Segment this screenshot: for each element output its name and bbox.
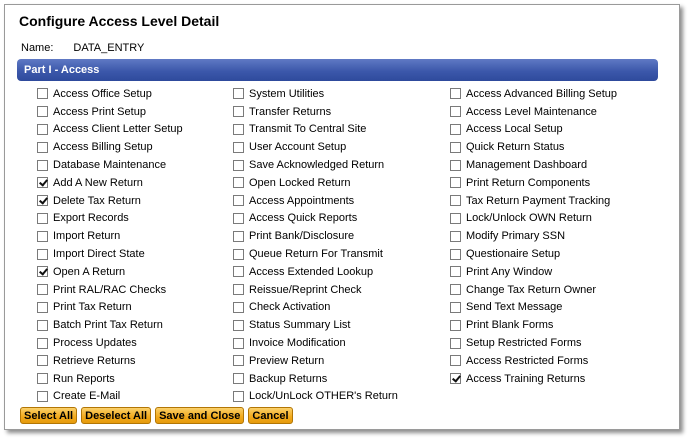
permission-label: Reissue/Reprint Check (249, 283, 362, 296)
permission-item[interactable] (233, 156, 398, 174)
checkbox-unchecked[interactable] (233, 177, 244, 188)
permission-item[interactable] (37, 299, 183, 317)
permission-label: Open A Return (53, 265, 126, 278)
checkbox-unchecked[interactable] (450, 213, 461, 224)
permission-item[interactable] (233, 334, 398, 352)
permission-item[interactable] (233, 210, 398, 228)
permission-label: Access Client Letter Setup (53, 123, 183, 136)
permission-label: Print Blank Forms (466, 319, 554, 332)
permission-item[interactable] (233, 316, 398, 334)
permission-column-3 (450, 85, 617, 388)
permission-label: Process Updates (53, 337, 137, 350)
permission-item[interactable] (37, 352, 183, 370)
permission-item[interactable] (233, 245, 398, 263)
permission-label: Check Activation (249, 301, 331, 314)
checkbox-unchecked[interactable] (450, 338, 461, 349)
permission-label: Save Acknowledged Return (249, 159, 385, 172)
permission-label: Quick Return Status (466, 141, 565, 154)
checkbox-unchecked[interactable] (450, 284, 461, 295)
checkbox-unchecked[interactable] (450, 142, 461, 153)
checkbox-unchecked[interactable] (37, 213, 48, 224)
permission-item[interactable] (450, 156, 617, 174)
permission-item[interactable] (37, 138, 183, 156)
checkbox-unchecked[interactable] (233, 338, 244, 349)
checkbox-unchecked[interactable] (37, 373, 48, 384)
permission-item[interactable] (450, 352, 617, 370)
permission-label: Queue Return For Transmit (249, 248, 383, 261)
permission-item[interactable] (233, 263, 398, 281)
checkbox-unchecked[interactable] (37, 338, 48, 349)
permission-label: Import Direct State (53, 248, 145, 261)
permission-item[interactable] (37, 370, 183, 388)
permission-item[interactable] (233, 352, 398, 370)
permission-item[interactable] (233, 85, 398, 103)
permission-item[interactable] (450, 245, 617, 263)
permission-label: Access Appointments (249, 194, 355, 207)
checkbox-unchecked[interactable] (233, 142, 244, 153)
permission-item[interactable] (450, 192, 617, 210)
save-and-close-button[interactable]: Save and Close (155, 407, 244, 424)
permission-label: Database Maintenance (53, 159, 167, 172)
checkbox-unchecked[interactable] (37, 106, 48, 117)
permission-label: Access Level Maintenance (466, 105, 597, 118)
checkbox-unchecked[interactable] (233, 249, 244, 260)
checkbox-unchecked[interactable] (233, 88, 244, 99)
permission-label: Lock/UnLock OTHER's Return (249, 390, 398, 403)
checkbox-unchecked[interactable] (450, 266, 461, 277)
permission-item[interactable] (450, 103, 617, 121)
permission-label: Access Extended Lookup (249, 265, 374, 278)
permission-label: Backup Returns (249, 372, 328, 385)
permission-label: Access Office Setup (53, 87, 152, 100)
checkbox-unchecked[interactable] (233, 213, 244, 224)
permission-item[interactable] (37, 316, 183, 334)
permission-label: Access Local Setup (466, 123, 563, 136)
checkbox-unchecked[interactable] (37, 284, 48, 295)
permission-label: Print Bank/Disclosure (249, 230, 355, 243)
permission-item[interactable] (233, 299, 398, 317)
permission-label: Invoice Modification (249, 337, 346, 350)
checkbox-unchecked[interactable] (233, 231, 244, 242)
permission-label: Access Restricted Forms (466, 354, 589, 367)
permission-label: Setup Restricted Forms (466, 337, 582, 350)
permission-label: Run Reports (53, 372, 115, 385)
checkbox-unchecked[interactable] (450, 88, 461, 99)
permission-label: Access Advanced Billing Setup (466, 87, 618, 100)
permission-item[interactable] (233, 388, 398, 406)
checkbox-unchecked[interactable] (233, 391, 244, 402)
permission-label: Delete Tax Return (53, 194, 141, 207)
checkbox-unchecked[interactable] (233, 284, 244, 295)
permission-item[interactable] (37, 103, 183, 121)
permission-item[interactable] (233, 192, 398, 210)
checkbox-unchecked[interactable] (233, 106, 244, 117)
permission-label: Print RAL/RAC Checks (53, 283, 167, 296)
permission-item[interactable] (233, 174, 398, 192)
section-header: Part I - Access (17, 59, 658, 81)
permission-column-2 (233, 85, 398, 405)
checkbox-unchecked[interactable] (233, 195, 244, 206)
checkbox-unchecked[interactable] (37, 320, 48, 331)
permission-item[interactable] (37, 227, 183, 245)
permission-item[interactable] (450, 85, 617, 103)
checkbox-unchecked[interactable] (233, 320, 244, 331)
permission-label: Create E-Mail (53, 390, 121, 403)
permission-item[interactable] (37, 281, 183, 299)
permission-item[interactable] (233, 121, 398, 139)
checkbox-unchecked[interactable] (37, 355, 48, 366)
permission-item[interactable] (450, 316, 617, 334)
button-bar (20, 407, 293, 424)
checkbox-unchecked[interactable] (450, 320, 461, 331)
permission-label: Tax Return Payment Tracking (466, 194, 611, 207)
permission-label: Access Training Returns (466, 372, 586, 385)
checkbox-unchecked[interactable] (233, 355, 244, 366)
permission-item[interactable] (37, 388, 183, 406)
permission-item[interactable] (37, 263, 183, 281)
permission-item[interactable] (450, 138, 617, 156)
checkbox-checked[interactable] (37, 195, 48, 206)
checkbox-unchecked[interactable] (233, 302, 244, 313)
permission-item[interactable] (233, 370, 398, 388)
permission-item[interactable] (37, 192, 183, 210)
checkbox-unchecked[interactable] (233, 373, 244, 384)
permission-item[interactable] (233, 227, 398, 245)
permission-label: Print Tax Return (53, 301, 132, 314)
permission-item[interactable] (37, 156, 183, 174)
checkbox-checked[interactable] (37, 177, 48, 188)
permission-item[interactable] (233, 103, 398, 121)
permission-item[interactable] (450, 263, 617, 281)
permission-label: Batch Print Tax Return (53, 319, 163, 332)
permission-label: Send Text Message (466, 301, 563, 314)
checkbox-unchecked[interactable] (37, 302, 48, 313)
permission-column-1 (37, 85, 183, 405)
permission-item[interactable] (450, 299, 617, 317)
checkbox-unchecked[interactable] (450, 195, 461, 206)
checkbox-unchecked[interactable] (37, 124, 48, 135)
access-level-dialog (4, 4, 680, 430)
permission-label: Change Tax Return Owner (466, 283, 597, 296)
permission-item[interactable] (450, 281, 617, 299)
checkbox-unchecked[interactable] (37, 88, 48, 99)
permission-label: Open Locked Return (249, 176, 351, 189)
checkbox-unchecked[interactable] (450, 355, 461, 366)
permission-item[interactable] (450, 370, 617, 388)
checkbox-unchecked[interactable] (450, 302, 461, 313)
checkbox-unchecked[interactable] (233, 160, 244, 171)
checkbox-checked[interactable] (450, 373, 461, 384)
checkbox-unchecked[interactable] (450, 124, 461, 135)
permission-label: Transmit To Central Site (249, 123, 367, 136)
permission-item[interactable] (37, 245, 183, 263)
permission-label: Import Return (53, 230, 121, 243)
permission-label: Add A New Return (53, 176, 143, 189)
checkbox-unchecked[interactable] (450, 177, 461, 188)
permission-item[interactable] (450, 174, 617, 192)
checkbox-unchecked[interactable] (450, 106, 461, 117)
checkbox-unchecked[interactable] (233, 266, 244, 277)
permission-item[interactable] (37, 174, 183, 192)
name-value: DATA_ENTRY (73, 42, 145, 54)
page-title: Configure Access Level Detail (19, 13, 220, 29)
permission-label: Print Return Components (466, 176, 591, 189)
permission-label: Questionaire Setup (466, 248, 561, 261)
permission-item[interactable] (450, 334, 617, 352)
checkbox-unchecked[interactable] (37, 249, 48, 260)
name-row (21, 42, 144, 54)
permission-label: Management Dashboard (466, 159, 588, 172)
permission-item[interactable] (450, 227, 617, 245)
permission-item[interactable] (450, 210, 617, 228)
permission-item[interactable] (37, 121, 183, 139)
permission-item[interactable] (37, 334, 183, 352)
permission-label: User Account Setup (249, 141, 347, 154)
permission-item[interactable] (37, 210, 183, 228)
permission-label: Lock/Unlock OWN Return (466, 212, 592, 225)
cancel-button[interactable]: Cancel (248, 407, 292, 424)
checkbox-checked[interactable] (37, 266, 48, 277)
checkbox-unchecked[interactable] (450, 231, 461, 242)
permission-item[interactable] (450, 121, 617, 139)
permission-label: System Utilities (249, 87, 325, 100)
permission-label: Access Quick Reports (249, 212, 358, 225)
permission-label: Access Print Setup (53, 105, 146, 118)
permission-item[interactable] (233, 281, 398, 299)
checkbox-unchecked[interactable] (233, 124, 244, 135)
deselect-all-button[interactable]: Deselect All (81, 407, 151, 424)
checkbox-unchecked[interactable] (450, 160, 461, 171)
permission-label: Status Summary List (249, 319, 351, 332)
checkbox-unchecked[interactable] (450, 249, 461, 260)
select-all-button[interactable]: Select All (20, 407, 77, 424)
permission-label: Export Records (53, 212, 129, 225)
checkbox-unchecked[interactable] (37, 391, 48, 402)
permission-label: Access Billing Setup (53, 141, 153, 154)
permission-label: Transfer Returns (249, 105, 332, 118)
permission-label: Print Any Window (466, 265, 553, 278)
permission-label: Retrieve Returns (53, 354, 136, 367)
checkbox-unchecked[interactable] (37, 231, 48, 242)
permission-label: Modify Primary SSN (466, 230, 566, 243)
checkbox-unchecked[interactable] (37, 160, 48, 171)
name-label: Name: (21, 42, 54, 54)
permission-item[interactable] (37, 85, 183, 103)
checkbox-unchecked[interactable] (37, 142, 48, 153)
permission-label: Preview Return (249, 354, 325, 367)
permission-item[interactable] (233, 138, 398, 156)
